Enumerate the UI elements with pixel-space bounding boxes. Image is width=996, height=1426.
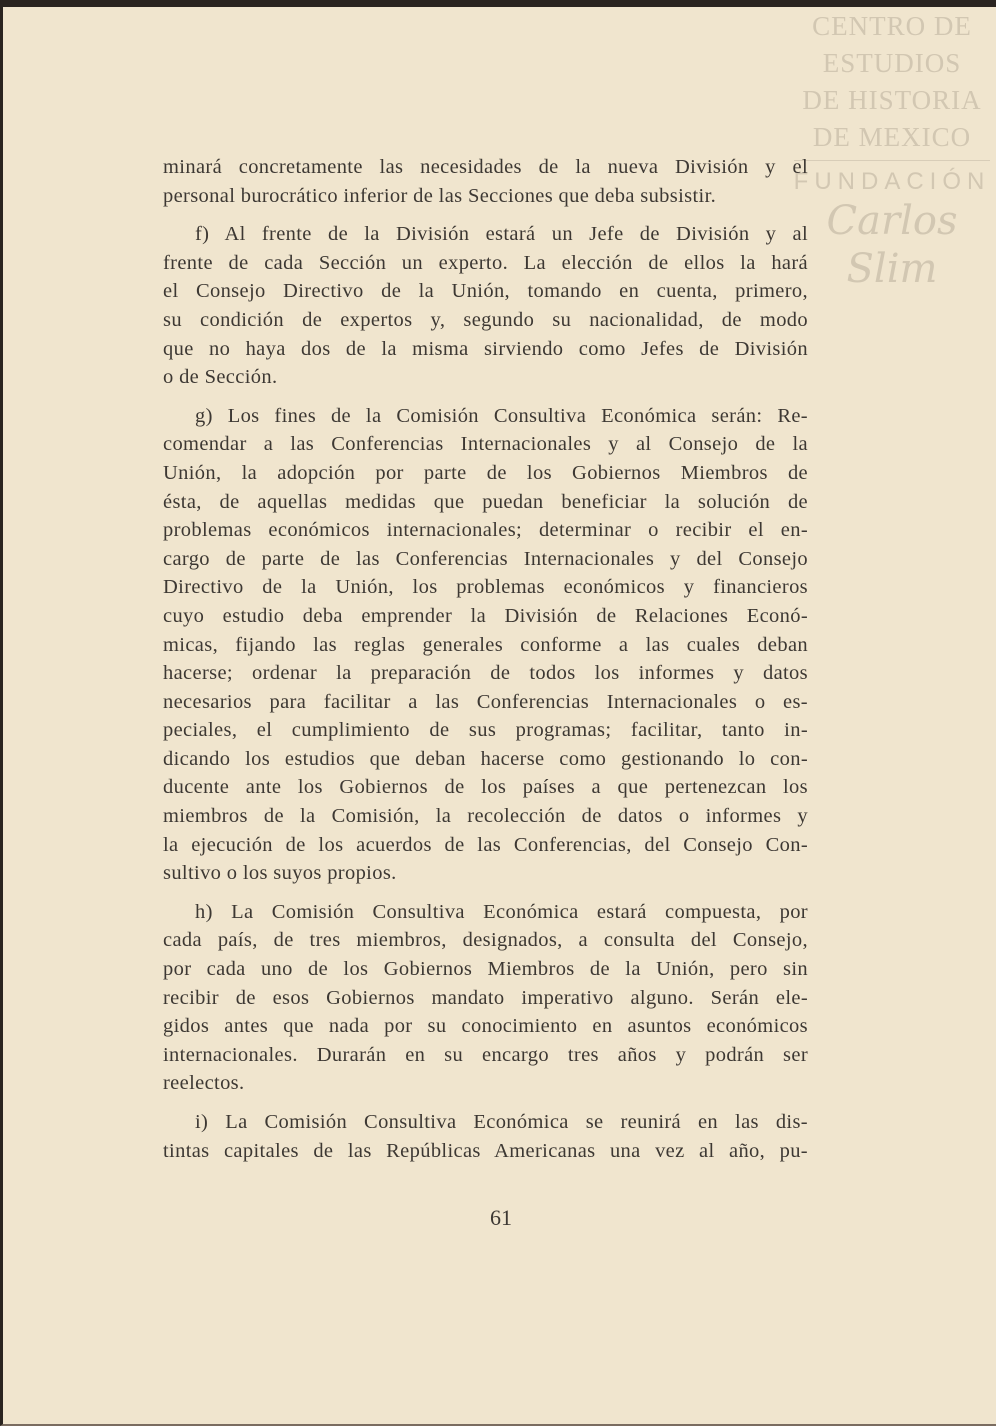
paragraph-g [163, 402, 808, 888]
watermark-line: CENTRO DE [812, 11, 972, 41]
text-line: dicando los estudios que deban hacerse como gestionando lo con- [163, 747, 808, 770]
text-line: Unión, la adopción por parte de los Gobiernos Miembros de [163, 461, 808, 484]
text-line: o de Sección. [163, 366, 278, 389]
scan-top-edge [3, 0, 996, 7]
text-line: tintas capitales de las Repúblicas Americanas una vez al año, pu- [163, 1139, 808, 1162]
text-line: minará concretamente las necesidades de la nueva División y el [163, 156, 808, 178]
text-line: personal burocrático inferior de las Secciones que deba subsistir. [163, 184, 717, 207]
text-line: Directivo de la Unión, los problemas económicos y financieros [163, 576, 808, 599]
text-line: que no haya dos de la misma sirviendo como Jefes de División [163, 337, 808, 360]
text-line: cuyo estudio deba emprender la División de Relaciones Econó- [163, 604, 808, 627]
text-line: f) Al frente de la División estará un Jefe de División y al [195, 223, 808, 246]
text-line: reelectos. [163, 1072, 245, 1095]
watermark-line: DE HISTORIA [802, 85, 982, 115]
text-line: h) La Comisión Consultiva Económica estará compuesta, por [195, 900, 808, 923]
text-line: peciales, el cumplimiento de sus programas; facilitar, tanto in- [163, 719, 808, 742]
text-line: frente de cada Sección un experto. La elección de ellos la hará [163, 251, 808, 274]
watermark-divider [794, 160, 990, 161]
text-line: la ejecución de los acuerdos de las Conferencias, del Consejo Con- [163, 833, 808, 856]
text-line: problemas económicos internacionales; determinar o recibir el en- [163, 519, 808, 542]
text-line: recibir de esos Gobiernos mandato imperativo alguno. Serán ele- [163, 986, 808, 1009]
paragraph-h [163, 898, 808, 1098]
text-line: micas, fijando las reglas generales conforme a las cuales deban [163, 633, 808, 656]
text-line: gidos antes que nada por su conocimiento en asuntos económicos [163, 1015, 808, 1038]
text-line: sultivo o los suyos propios. [163, 862, 397, 885]
watermark-line: DE MEXICO [812, 122, 972, 152]
paragraph-i [163, 1108, 808, 1165]
watermark-foundation: FUNDACIÓN [793, 168, 991, 195]
paragraph-f [163, 220, 808, 392]
text-line: el Consejo Directivo de la Unión, tomando en cuenta, primero, [163, 280, 808, 303]
text-line: i) La Comisión Consultiva Económica se reunirá en las dis- [195, 1111, 808, 1133]
watermark-line: ESTUDIOS [822, 48, 962, 78]
text-line: cada país, de tres miembros, designados, a consulta del Consejo, [163, 929, 808, 952]
text-line: cargo de parte de las Conferencias Internacionales y del Consejo [163, 547, 808, 570]
text-line: comendar a las Conferencias Internacionales y al Consejo de la [163, 433, 808, 456]
watermark-signature: Carlos Slim [826, 198, 958, 292]
text-line: hacerse; ordenar la preparación de todos los informes y datos [163, 662, 808, 685]
text-line: necesarios para facilitar a las Conferencias Internacionales o es- [163, 690, 808, 713]
text-line: g) Los fines de la Comisión Consultiva Económica serán: Re- [195, 404, 808, 427]
watermark-stamp [792, 8, 992, 292]
text-line: ducente ante los Gobiernos de los países a que pertenezcan los [163, 776, 808, 799]
text-line: por cada uno de los Gobiernos Miembros de la Unión, pero sin [163, 958, 808, 981]
text-line: miembros de la Comisión, la recolección de datos o informes y [163, 805, 808, 828]
text-line: internacionales. Durarán en su encargo tres años y podrán ser [163, 1043, 808, 1066]
page-number: 61 [490, 1205, 512, 1230]
paragraph-e-continuation [163, 153, 808, 210]
text-line: ésta, de aquellas medidas que puedan beneficiar la solución de [163, 490, 808, 513]
text-line: su condición de expertos y, segundo su nacionalidad, de modo [163, 308, 808, 331]
body-text [163, 153, 808, 1165]
